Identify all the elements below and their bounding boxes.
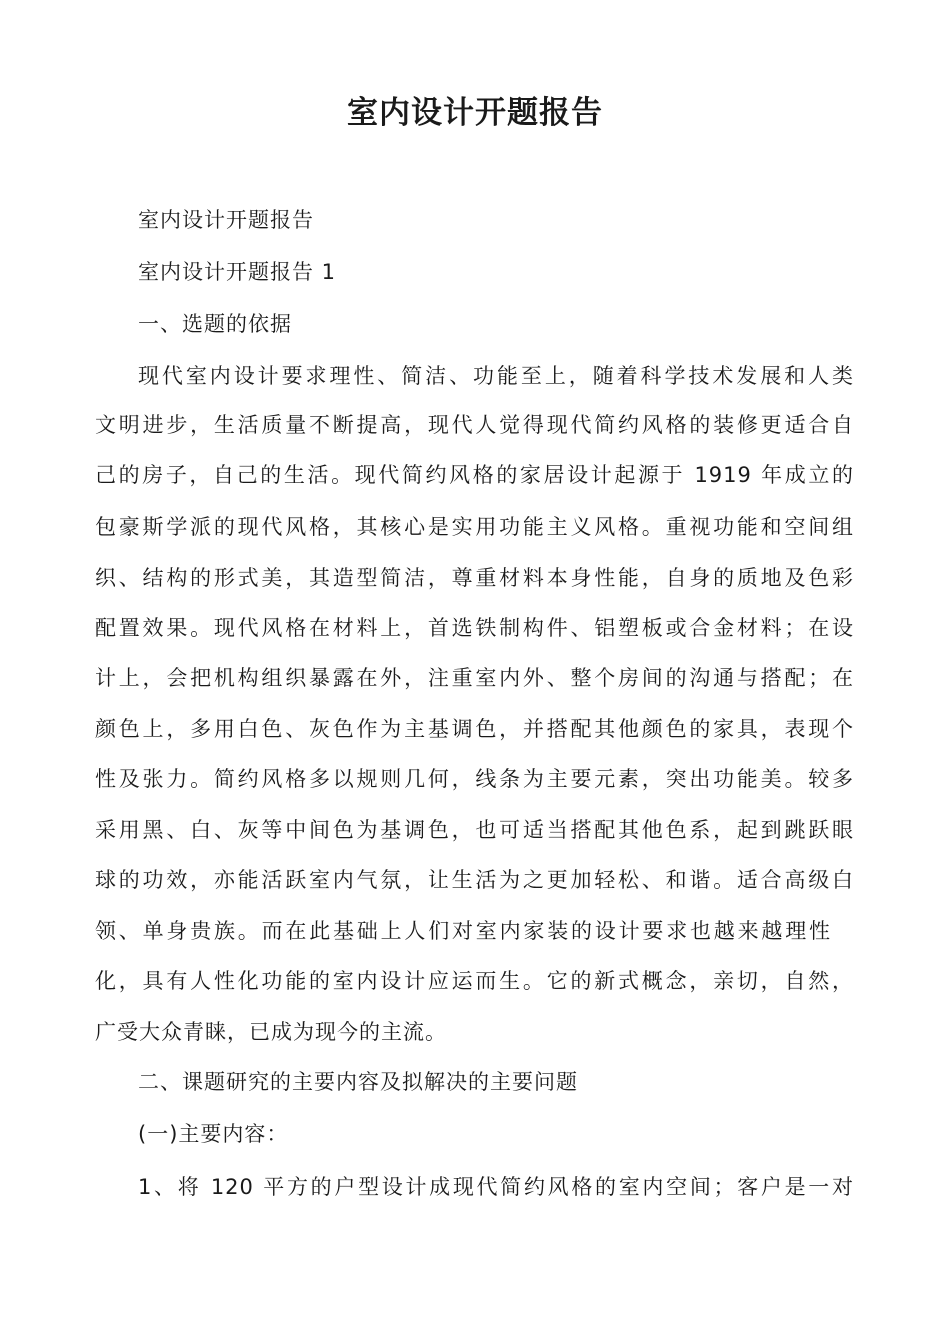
paragraph-line: 己的房子，自己的生活。现代简约风格的家居设计起源于 1919 年成立的 — [95, 463, 854, 487]
document-title: 室内设计开题报告 — [347, 95, 603, 131]
paragraph-line: 采用黑、白、灰等中间色为基调色，也可适当搭配其他色系，起到跳跃眼 — [95, 818, 854, 842]
paragraph-line: 球的功效，亦能活跃室内气氛，让生活为之更加轻松、和谐。适合高级白 — [95, 868, 854, 892]
list-item-line: 1、将 120 平方的户型设计成现代简约风格的室内空间；客户是一对 — [138, 1175, 854, 1199]
paragraph-line: 织、结构的形式美，其造型简洁，尊重材料本身性能，自身的质地及色彩 — [95, 566, 854, 590]
paragraph-line: 现代室内设计要求理性、简洁、功能至上，随着科学技术发展和人类 — [138, 364, 854, 388]
paragraph-line: 广受大众青睐，已成为现今的主流。 — [95, 1020, 447, 1044]
paragraph-line: 颜色上，多用白色、灰色作为主基调色，并搭配其他颜色的家具，表现个 — [95, 717, 854, 741]
section-heading: 一、选题的依据 — [138, 312, 292, 336]
paragraph-line: 文明进步，生活质量不断提高，现代人觉得现代简约风格的装修更适合自 — [95, 413, 854, 437]
paragraph-line: 性及张力。简约风格多以规则几何，线条为主要元素，突出功能美。较多 — [95, 767, 854, 791]
section-heading: 二、课题研究的主要内容及拟解决的主要问题 — [138, 1070, 578, 1094]
paragraph-line: 配置效果。现代风格在材料上，首选铁制构件、铝塑板或合金材料；在设 — [95, 616, 854, 640]
paragraph-line: 包豪斯学派的现代风格，其核心是实用功能主义风格。重视功能和空间组 — [95, 515, 854, 539]
paragraph-line: 领、单身贵族。而在此基础上人们对室内家装的设计要求也越来越理性 — [95, 919, 831, 943]
subsection-heading: (一)主要内容： — [138, 1122, 289, 1146]
subtitle-line: 室内设计开题报告 1 — [138, 260, 337, 284]
paragraph-line: 化，具有人性化功能的室内设计应运而生。它的新式概念，亲切，自然， — [95, 969, 854, 993]
paragraph-line: 计上，会把机构组织暴露在外，注重室内外、整个房间的沟通与搭配；在 — [95, 666, 854, 690]
subtitle-line: 室内设计开题报告 — [138, 208, 314, 232]
